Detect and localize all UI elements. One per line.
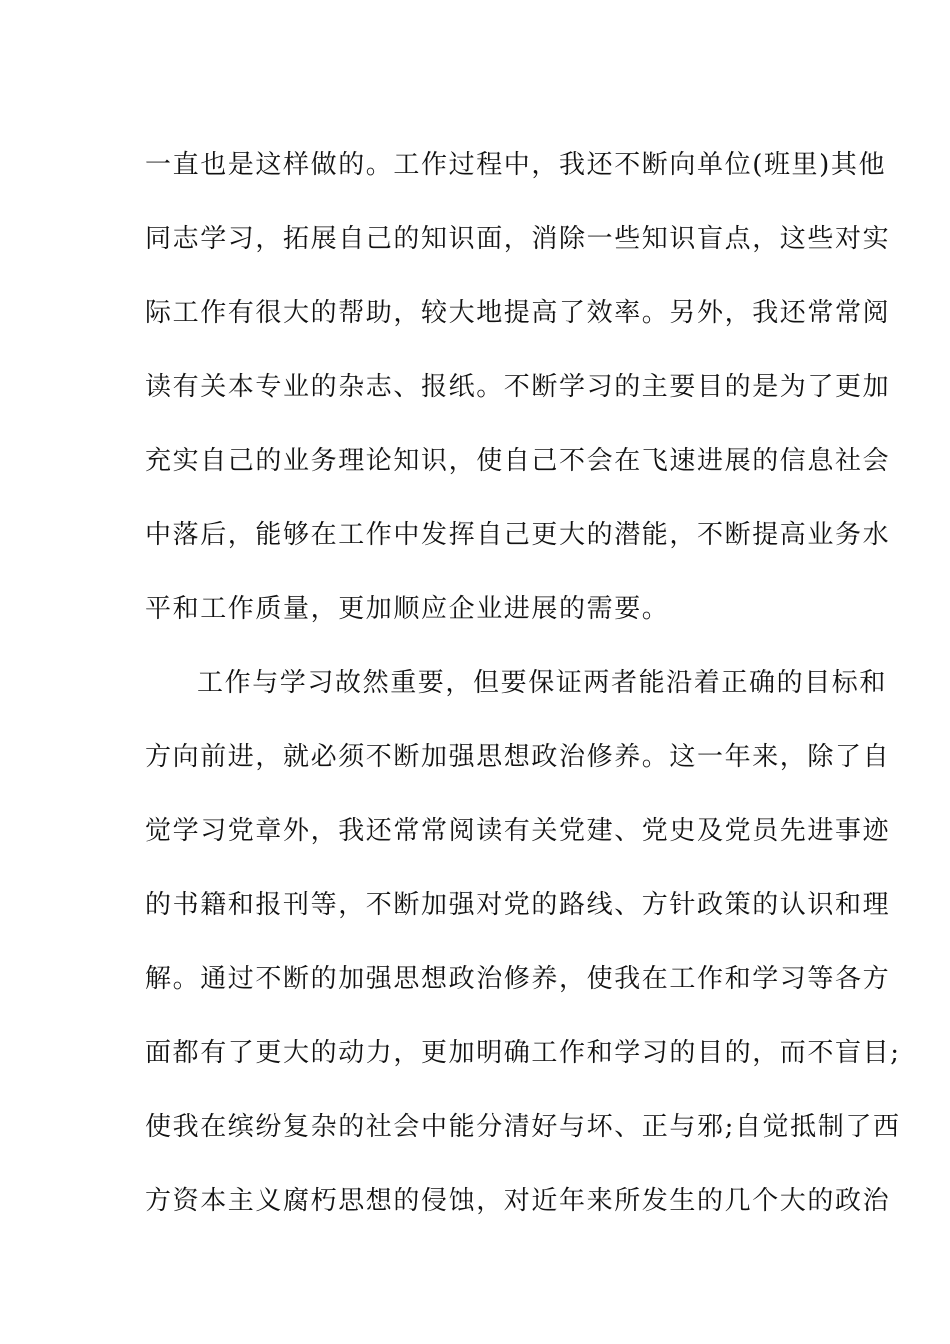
paragraph-2 bbox=[145, 646, 901, 1238]
paragraph-1 bbox=[145, 128, 891, 646]
text-line-indented: 工作与学习故然重要，但要保证两者能沿着正确的目标和 bbox=[197, 668, 888, 698]
text-line: 觉学习党章外，我还常常阅读有关党建、党史及党员先进事迹 bbox=[145, 816, 891, 846]
text-line: 使我在缤纷复杂的社会中能分清好与坏、正与邪;自觉抵制了西 bbox=[145, 1112, 901, 1142]
text-line: 读有关本专业的杂志、报纸。不断学习的主要目的是为了更加 bbox=[145, 372, 891, 402]
document-body bbox=[145, 128, 901, 1238]
text-line: 充实自己的业务理论知识，使自己不会在飞速进展的信息社会 bbox=[145, 446, 891, 476]
text-line: 一直也是这样做的。工作过程中，我还不断向单位(班里)其他 bbox=[145, 150, 887, 180]
text-line: 中落后，能够在工作中发挥自己更大的潜能，不断提高业务水 bbox=[145, 520, 891, 550]
text-line: 面都有了更大的动力，更加明确工作和学习的目的，而不盲目; bbox=[145, 1038, 901, 1068]
text-line: 方资本主义腐朽思想的侵蚀，对近年来所发生的几个大的政治 bbox=[145, 1186, 891, 1216]
text-line: 同志学习，拓展自己的知识面，消除一些知识盲点，这些对实 bbox=[145, 224, 891, 254]
text-line: 解。通过不断的加强思想政治修养，使我在工作和学习等各方 bbox=[145, 964, 891, 994]
text-line: 际工作有很大的帮助，较大地提高了效率。另外，我还常常阅 bbox=[145, 298, 891, 328]
text-line: 平和工作质量，更加顺应企业进展的需要。 bbox=[145, 594, 670, 624]
text-line: 方向前进，就必须不断加强思想政治修养。这一年来，除了自 bbox=[145, 742, 891, 772]
text-line: 的书籍和报刊等，不断加强对党的路线、方针政策的认识和理 bbox=[145, 890, 891, 920]
